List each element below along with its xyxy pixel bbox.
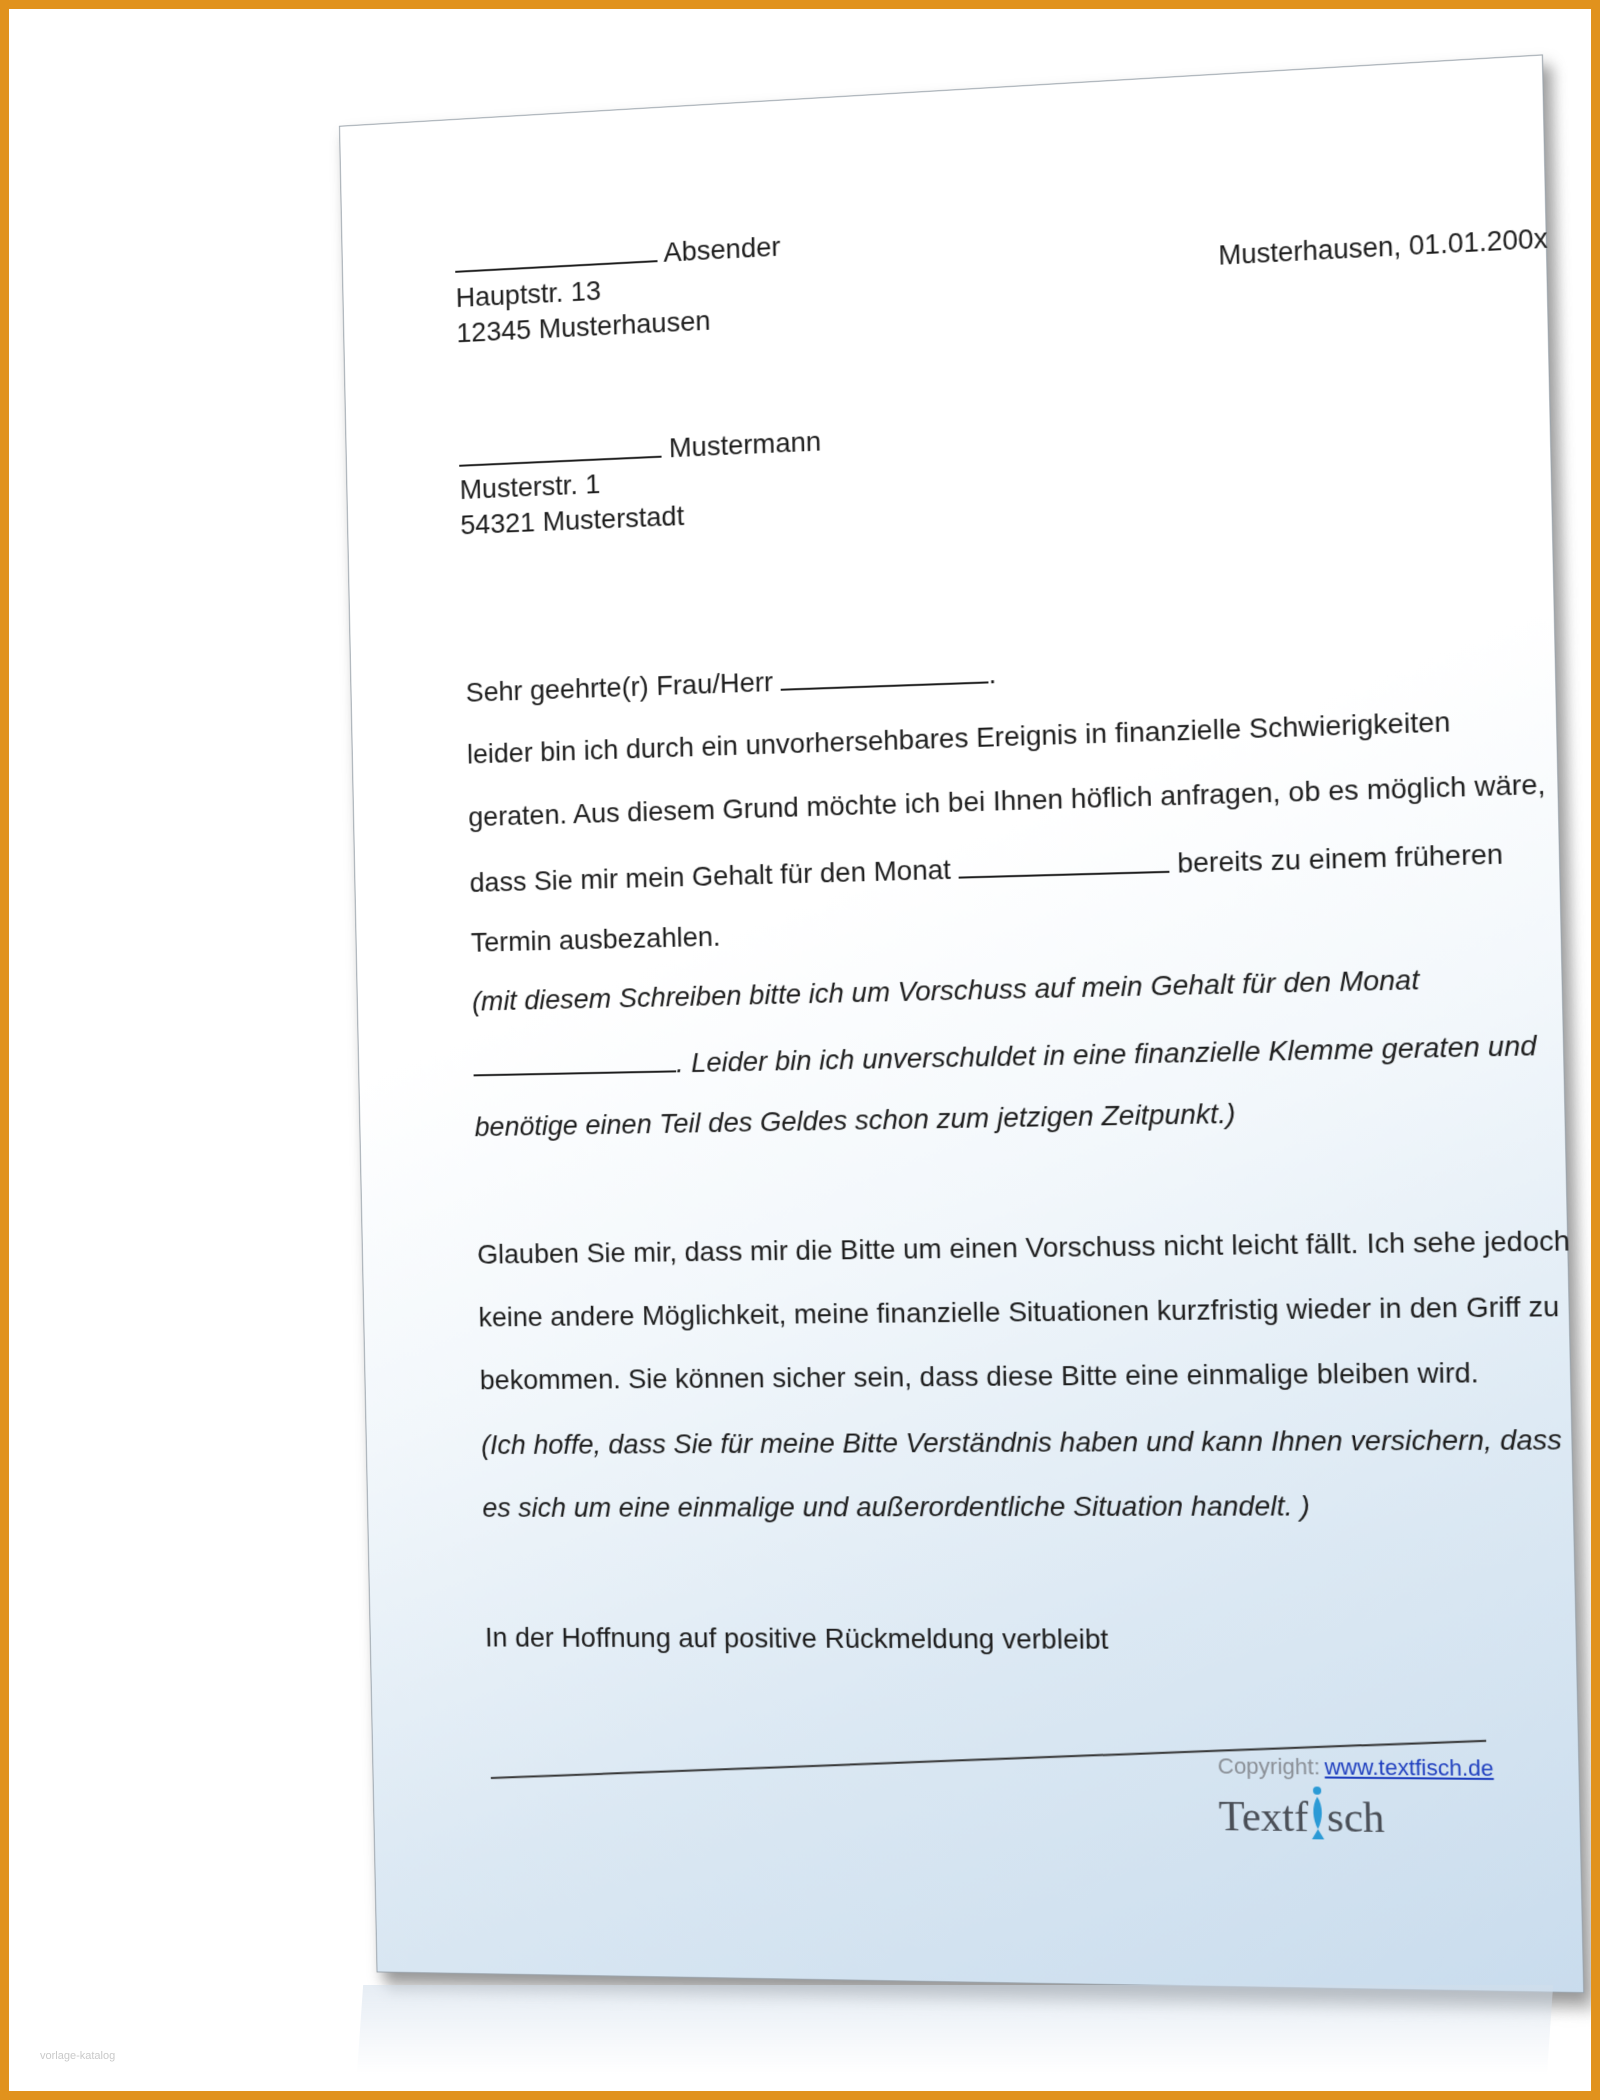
alternative-text-line: (mit diesem Schreiben bitte ich um Vorschuss auf mein Gehalt für den Monat <box>471 963 1420 1017</box>
paragraph1-line: geraten. Aus diesem Grund möchte ich bei Ihnen höflich anfragen, ob es möglich wäre, <box>467 768 1546 833</box>
paragraph1-line: leider bin ich durch ein unvorhersehbares Ereignis in finanzielle Schwierigkeiten <box>466 705 1451 770</box>
paragraph2-line: keine andere Möglichkeit, meine finanzielle Situationen kurzfristig wieder in den Griff zu <box>478 1290 1560 1333</box>
alternative-text-line: es sich um eine einmalige und außerordentliche Situation handelt. ) <box>482 1490 1311 1523</box>
paragraph2-line: bekommen. Sie können sicher sein, dass diese Bitte eine einmalige bleiben wird. <box>479 1356 1480 1396</box>
copyright-link[interactable]: www.textfisch.de <box>1324 1754 1494 1782</box>
recipient-street: Musterstr. 1 <box>459 468 601 505</box>
sender-name-line: Absender <box>455 228 781 280</box>
paragraph2-line: Glauben Sie mir, dass mir die Bitte um einen Vorschuss nicht leicht fällt. Ich sehe jedoch <box>476 1224 1571 1270</box>
place-date: Musterhausen, 01.01.200x <box>1218 223 1548 271</box>
recipient-city: 54321 Musterstadt <box>460 500 685 541</box>
recipient-name-line: Mustermann <box>459 423 822 474</box>
textfisch-logo: Textf sch <box>1218 1784 1385 1844</box>
closing: In der Hoffnung auf positive Rückmeldung verbleibt <box>484 1621 1109 1655</box>
salutation: Sehr geehrte(r) Frau/Herr . <box>465 655 996 709</box>
alternative-text-line: (Ich hoffe, dass Sie für meine Bitte Verständnis haben und kann Ihnen versichern, dass <box>480 1423 1563 1460</box>
sender-street: Hauptstr. 13 <box>455 274 602 313</box>
paragraph1-line: Termin ausbezahlen. <box>470 920 721 958</box>
copyright-label: Copyright: <box>1217 1753 1321 1780</box>
watermark: vorlage-katalog <box>40 2050 116 2062</box>
sender-city: 12345 Musterhausen <box>456 304 711 349</box>
alternative-text-line: . Leider bin ich unverschuldet in eine finanzielle Klemme geraten und <box>473 1027 1537 1084</box>
paragraph1-line: dass Sie mir mein Gehalt für den Monat bereits zu einem früheren <box>469 838 1504 898</box>
alternative-text-line: benötige einen Teil des Geldes schon zum jetzigen Zeitpunkt.) <box>474 1097 1236 1143</box>
